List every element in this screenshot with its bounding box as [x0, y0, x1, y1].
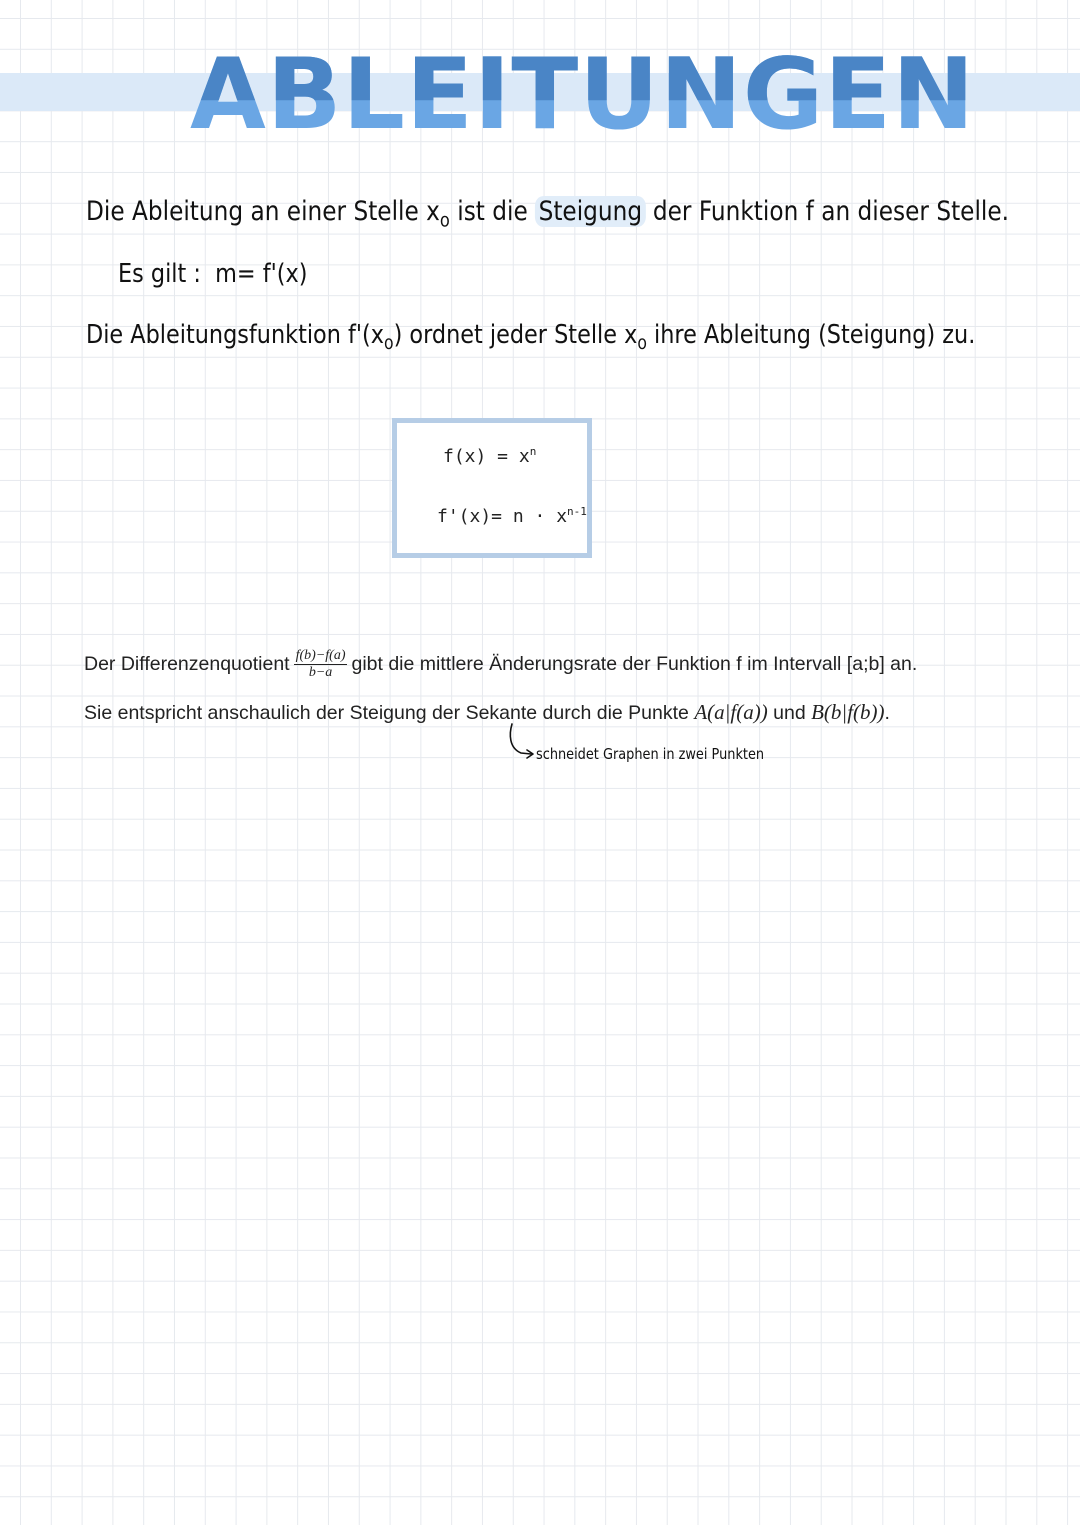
rule-formula: m= f'(x) — [215, 259, 308, 289]
difference-quotient-sentence: Der Differenzenquotient $\frac{f(b)-f(a)}{b-a}$ gibt die mittlere Änderungsrate der Funktion f im Intervall [a;b] an. — [84, 648, 918, 681]
power-rule-box — [392, 418, 592, 558]
rule-label: Es gilt : — [118, 259, 201, 289]
power-rule-derivative-formula: $f'(x)= n \cdot x^{n-1}$ — [437, 505, 587, 527]
definition-sentence: Die Ableitung an einer Stelle $x_o$ ist die Steigung der Funktion f an dieser Stelle. — [86, 196, 1010, 232]
difference-quotient-fraction: $\frac{f(b)-f(a)}{b-a}$ — [295, 648, 346, 681]
point-b: B(b|f(b)) — [811, 700, 885, 724]
rule-line — [118, 259, 307, 289]
secant-sentence: Sie entspricht anschaulich der Steigung der Sekante durch die Punkte A(a|f(a)) und B(b|f(b)). — [84, 700, 890, 724]
annotation-arrow-icon — [505, 722, 539, 764]
highlighted-term-steigung: Steigung — [535, 196, 645, 227]
power-function-formula: $f(x) = x^n$ — [443, 445, 537, 467]
page-title: ABLEITUNGEN ABLEITUNGEN — [190, 30, 975, 160]
point-a: A(a|f(a)) — [694, 700, 768, 724]
secant-annotation: schneidet Graphen in zwei Punkten — [536, 745, 765, 763]
derivative-function-sentence: Die Ableitungsfunktion $f'(x_o)$ ordnet jeder Stelle $x_o$ ihre Ableitung (Steigung) zu. — [86, 320, 976, 355]
